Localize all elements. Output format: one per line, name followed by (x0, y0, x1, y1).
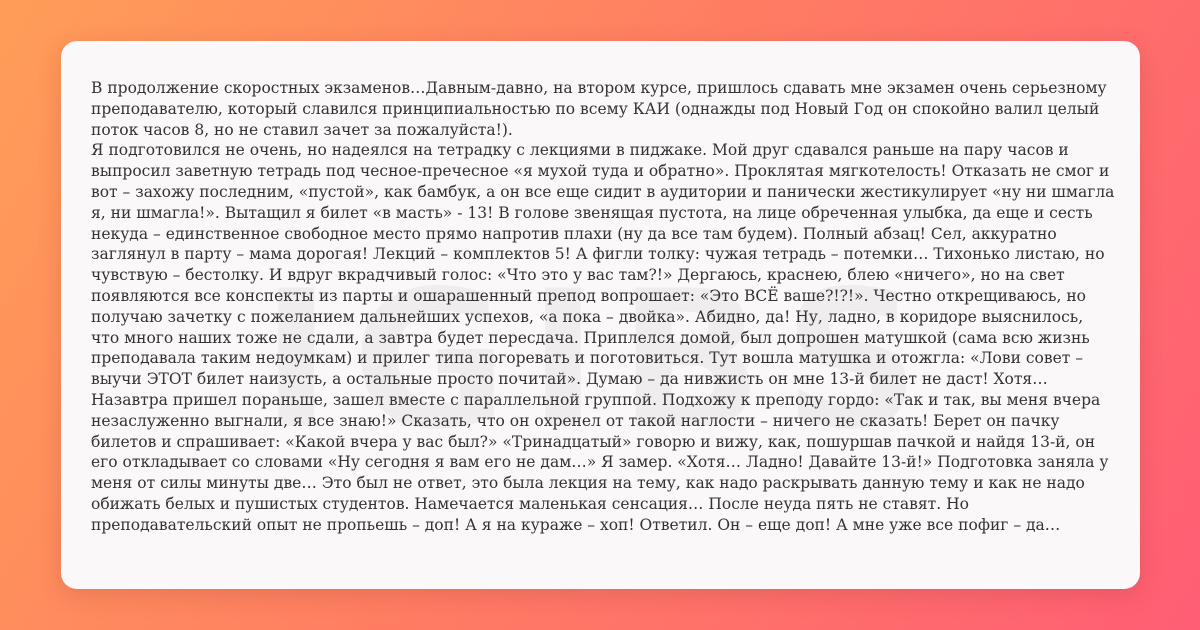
story-paragraph-1: В продолжение скоростных экзаменов…Давным-давно, на втором курсе, пришлось сдавать мне экзамен очень серьезному преподавателю, который славился принципиальностью по всему КАИ (однажды под Новый Год он спокойно валил целый поток часов 8, но не ставил зачет за пожалуйста!). (91, 79, 1107, 139)
story-paragraph-2: Я подготовился не очень, но надеялся на тетрадку с лекциями в пиджаке. Мой друг сдавался раньше на пару часов и выпросил заветную тетрадь под чесное-пречесное «я мухой туда и обратно». Проклятая мягкотелость! Отказать не смог и вот – захожу последним, «пустой», как бамбук, а он все еще сидит в аудитории и панически жестикулирует «ну ни шмагла я, ни шмагла!». Вытащил я билет «в масть» - 13! В голове звенящая пустота, на лице обреченная улыбка, да еще и сесть некуда – единственное свободное место прямо напротив плахи (ну да все там будем). Полный абзац! Сел, аккуратно заглянул в парту – мама дорогая! Лекций – комплектов 5! А фигли толку: чужая тетрадь – потемки… Тихонько листаю, но чувствую – бестолку. И вдруг вкрадчивый голос: «Что это у вас там?!» Дергаюсь, краснею, блею «ничего», но на свет появляются все конспекты из парты и ошарашенный препод вопрошает: «Это ВСЁ ваше?!?!». Честно открещиваюсь, но получаю зачетку с пожеланием дальнейших успехов, «а пока – двойка». Абидно, да! Ну, ладно, в коридоре выяснилось, что много наших тоже не сдали, а завтра будет пересдача. Приплелся домой, был допрошен матушкой (сама всю жизнь преподавала таким недоумкам) и прилег типа погоревать и поготовиться. Тут вошла матушка и отожгла: «Лови совет – выучи ЭТОТ билет наизусть, а остальные просто почитай». Думаю – да нивжисть он мне 13-й билет не даст! Хотя… (91, 141, 1115, 389)
story-card (61, 41, 1140, 589)
story-paragraph-3: Назавтра пришел пораньше, зашел вместе с параллельной группой. Подхожу к преподу гордо: «Так и так, вы меня вчера незаслуженно выгнали, я все знаю!» Сказать, что он охренел от такой наглости – ничего не сказать! Берет он пачку билетов и спрашивает: «Какой вчера у вас был?» «Тринадцатый» говорю и вижу, как, пошуршав пачкой и найдя 13-й, он его откладывает со словами «Ну сегодня я вам его не дам…» Я замер. «Хотя… Ладно! Давайте 13-й!» Подготовка заняла у меня от силы минуты две… Это был не ответ, это была лекция на тему, как надо раскрывать данную тему и как не надо обижать белых и пушистых студентов. Намечается маленькая сенсация… После неуда пять не ставят. Но преподавательский опыт не пропьешь – доп! А я на кураже – хоп! Ответил. Он – еще доп! А мне уже все пофиг – да… (91, 390, 1109, 534)
story-text (91, 78, 1115, 536)
